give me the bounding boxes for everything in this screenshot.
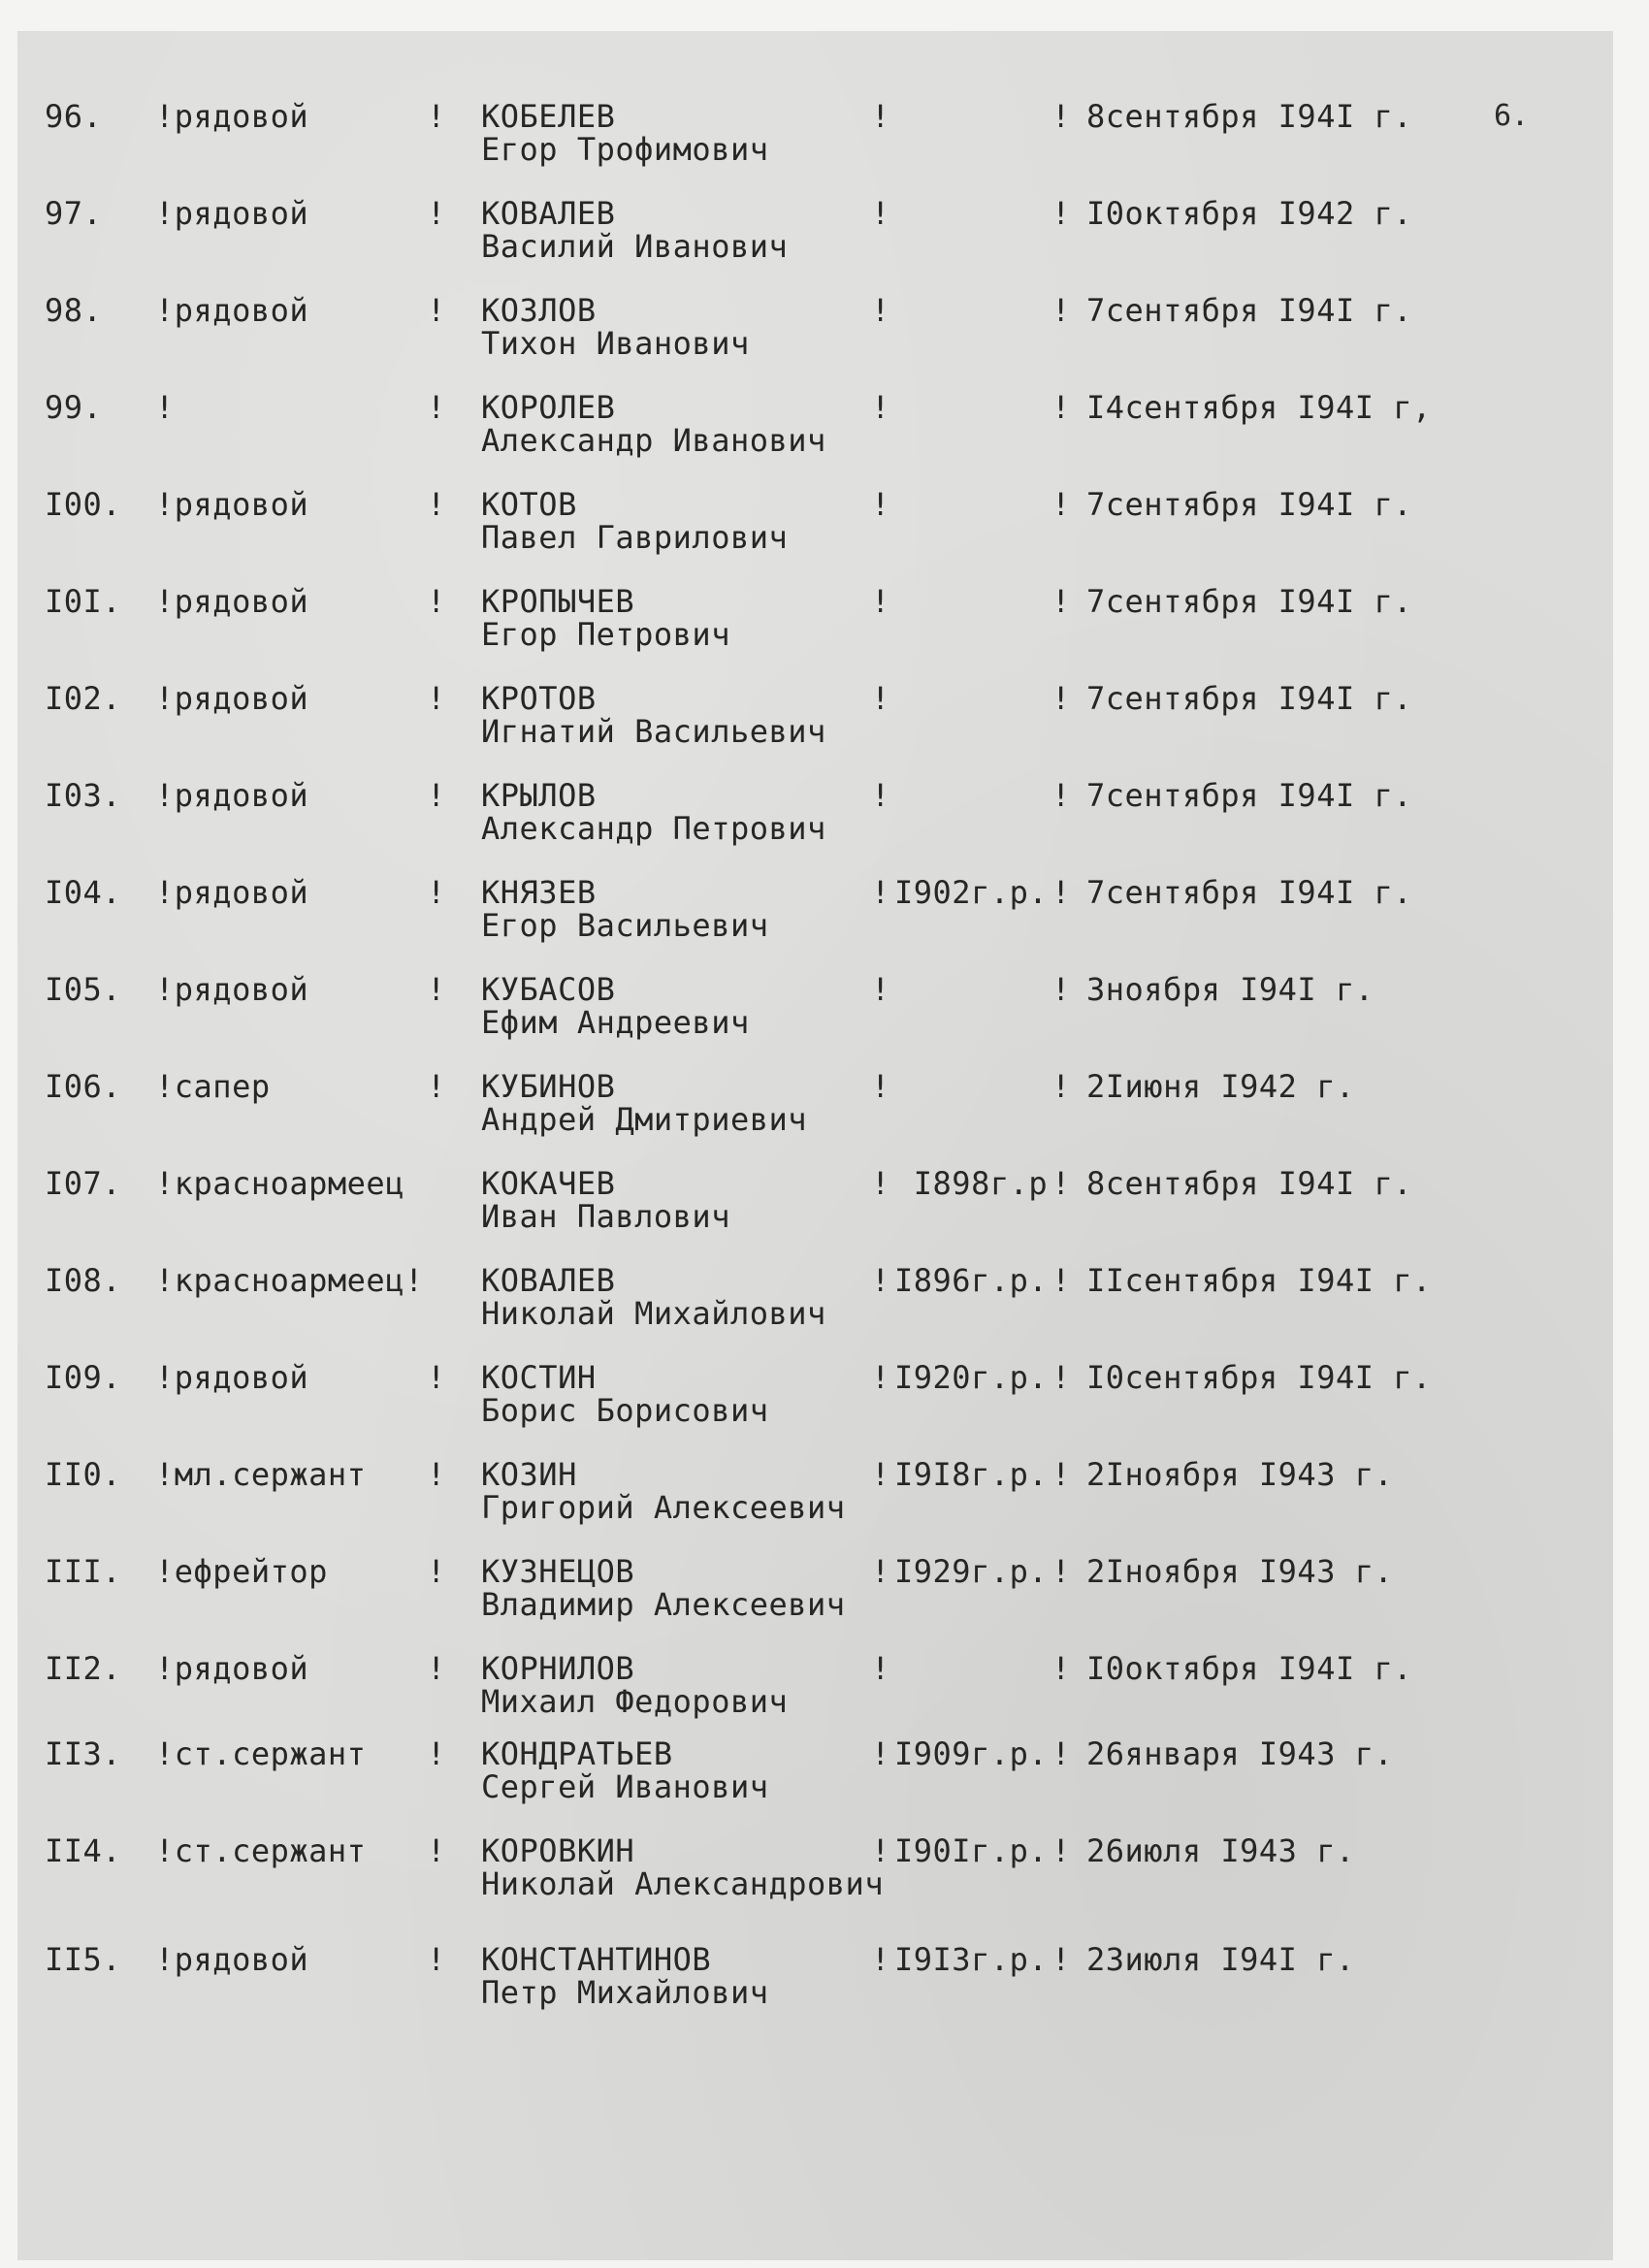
records-list xyxy=(17,31,1613,2260)
list-item xyxy=(17,1651,1613,1738)
column-separator: ! xyxy=(1051,1165,1071,1202)
list-item xyxy=(17,778,1613,865)
record-date: 2Iиюня I942 г. xyxy=(1086,1068,1355,1105)
column-separator: ! xyxy=(427,874,446,911)
column-separator: ! xyxy=(427,680,446,717)
record-date: 7сентября I94I г. xyxy=(1086,874,1413,911)
record-birth-year: I920г.р. xyxy=(894,1359,1049,1396)
record-number: III. xyxy=(45,1553,122,1590)
column-separator: ! xyxy=(871,1165,890,1202)
column-separator: ! xyxy=(1051,583,1071,620)
record-given-name: Егор Васильевич xyxy=(481,907,769,944)
record-given-name: Иван Павлович xyxy=(481,1198,730,1235)
record-given-name: Александр Иванович xyxy=(481,422,826,459)
column-separator: ! xyxy=(427,292,446,329)
record-date: 23июля I94I г. xyxy=(1086,1941,1355,1978)
record-date: I0октября I94I г. xyxy=(1086,1650,1413,1687)
record-number: II3. xyxy=(45,1735,122,1772)
column-separator: ! xyxy=(427,1832,446,1869)
column-separator: ! xyxy=(1051,195,1071,232)
record-given-name: Игнатий Васильевич xyxy=(481,713,826,750)
record-surname: КУЗНЕЦОВ xyxy=(481,1553,635,1590)
column-separator: ! xyxy=(427,1735,446,1772)
column-separator: ! xyxy=(871,1359,890,1396)
column-separator: ! xyxy=(1051,1553,1071,1590)
record-given-name: Николай Александрович xyxy=(481,1865,885,1902)
record-given-name: Григорий Алексеевич xyxy=(481,1489,846,1526)
record-birth-year: I909г.р. xyxy=(894,1735,1049,1772)
record-date: IIсентября I94I г. xyxy=(1086,1262,1432,1299)
record-surname: КОКАЧЕВ xyxy=(481,1165,616,1202)
record-rank: !рядовой xyxy=(155,1359,309,1396)
record-birth-year: I898г.р xyxy=(894,1165,1049,1202)
column-separator: ! xyxy=(871,777,890,814)
column-separator: ! xyxy=(427,583,446,620)
record-rank: !сапер xyxy=(155,1068,271,1105)
record-rank: !рядовой xyxy=(155,777,309,814)
column-separator: ! xyxy=(871,98,890,135)
column-separator: ! xyxy=(871,1941,890,1978)
column-separator: ! xyxy=(871,1553,890,1590)
record-rank: !рядовой xyxy=(155,292,309,329)
record-surname: КОЗИН xyxy=(481,1456,577,1493)
record-given-name: Александр Петрович xyxy=(481,810,826,847)
column-separator: ! xyxy=(871,1650,890,1687)
record-date: 2Iноября I943 г. xyxy=(1086,1456,1394,1493)
column-separator: ! xyxy=(427,1941,446,1978)
record-surname: КУБАСОВ xyxy=(481,971,616,1008)
record-number: I0I. xyxy=(45,583,122,620)
record-given-name: Егор Трофимович xyxy=(481,131,769,168)
column-separator: ! xyxy=(871,292,890,329)
record-given-name: Михаил Федорович xyxy=(481,1683,789,1720)
column-separator: ! xyxy=(1051,1832,1071,1869)
column-separator: ! xyxy=(871,583,890,620)
record-given-name: Петр Михайлович xyxy=(481,1974,769,2011)
record-given-name: Сергей Иванович xyxy=(481,1768,769,1805)
column-separator: ! xyxy=(1051,1359,1071,1396)
column-separator: ! xyxy=(427,1068,446,1105)
record-number: I08. xyxy=(45,1262,122,1299)
record-rank: !рядовой xyxy=(155,971,309,1008)
record-rank: !рядовой xyxy=(155,1650,309,1687)
list-item xyxy=(17,875,1613,962)
column-separator: ! xyxy=(1051,680,1071,717)
record-rank: !рядовой xyxy=(155,874,309,911)
record-rank: !ефрейтор xyxy=(155,1553,328,1590)
record-surname: КОРОЛЕВ xyxy=(481,389,616,426)
page-number: 6. xyxy=(1494,99,1530,133)
list-item xyxy=(17,1736,1613,1824)
record-date: 7сентября I94I г. xyxy=(1086,777,1413,814)
record-date: 3ноября I94I г. xyxy=(1086,971,1374,1008)
record-surname: КРЫЛОВ xyxy=(481,777,597,814)
column-separator: ! xyxy=(1051,1068,1071,1105)
record-date: 2Iноября I943 г. xyxy=(1086,1553,1394,1590)
record-number: I03. xyxy=(45,777,122,814)
record-number: II5. xyxy=(45,1941,122,1978)
record-rank: !рядовой xyxy=(155,583,309,620)
column-separator: ! xyxy=(871,1456,890,1493)
list-item xyxy=(17,1360,1613,1447)
record-surname: КРОПЫЧЕВ xyxy=(481,583,635,620)
record-surname: КОРОВКИН xyxy=(481,1832,635,1869)
list-item xyxy=(17,293,1613,380)
record-surname: КРОТОВ xyxy=(481,680,597,717)
list-item xyxy=(17,99,1613,186)
column-separator: ! xyxy=(1051,1262,1071,1299)
record-number: I00. xyxy=(45,486,122,523)
column-separator: ! xyxy=(1051,389,1071,426)
record-date: 7сентября I94I г. xyxy=(1086,583,1413,620)
record-birth-year: I9I8г.р. xyxy=(894,1456,1049,1493)
column-separator: ! xyxy=(871,195,890,232)
column-separator: ! xyxy=(427,486,446,523)
column-separator: ! xyxy=(871,1262,890,1299)
record-number: I07. xyxy=(45,1165,122,1202)
column-separator: ! xyxy=(427,1359,446,1396)
record-date: 8сентября I94I г. xyxy=(1086,1165,1413,1202)
record-birth-year: I9I3г.р. xyxy=(894,1941,1049,1978)
record-number: 96. xyxy=(45,98,103,135)
record-rank: !рядовой xyxy=(155,98,309,135)
record-rank: !мл.сержант xyxy=(155,1456,367,1493)
list-item xyxy=(17,972,1613,1059)
column-separator: ! xyxy=(871,680,890,717)
column-separator: ! xyxy=(1051,292,1071,329)
record-date: 26января I943 г. xyxy=(1086,1735,1394,1772)
record-surname: КОНСТАНТИНОВ xyxy=(481,1941,712,1978)
record-rank: !ст.сержант xyxy=(155,1832,367,1869)
list-item xyxy=(17,1263,1613,1350)
record-number: 98. xyxy=(45,292,103,329)
column-separator: ! xyxy=(871,1832,890,1869)
record-date: 7сентября I94I г. xyxy=(1086,292,1413,329)
record-number: I06. xyxy=(45,1068,122,1105)
column-separator: ! xyxy=(1051,1456,1071,1493)
record-rank: !ст.сержант xyxy=(155,1735,367,1772)
record-number: II2. xyxy=(45,1650,122,1687)
record-date: 8сентября I94I г. xyxy=(1086,98,1413,135)
column-separator: ! xyxy=(427,971,446,1008)
column-separator: ! xyxy=(871,486,890,523)
record-number: 99. xyxy=(45,389,103,426)
list-item xyxy=(17,1069,1613,1156)
record-number: I05. xyxy=(45,971,122,1008)
list-item xyxy=(17,487,1613,574)
record-date: I0октября I942 г. xyxy=(1086,195,1413,232)
column-separator: ! xyxy=(871,1068,890,1105)
record-given-name: Егор Петрович xyxy=(481,616,730,653)
column-separator: ! xyxy=(1051,1941,1071,1978)
list-item xyxy=(17,1554,1613,1641)
list-item xyxy=(17,1833,1613,1921)
column-separator: ! xyxy=(1051,971,1071,1008)
record-surname: КОБЕЛЕВ xyxy=(481,98,616,135)
record-date: 26июля I943 г. xyxy=(1086,1832,1355,1869)
record-date: I0сентября I94I г. xyxy=(1086,1359,1432,1396)
record-surname: КОВАЛЕВ xyxy=(481,195,616,232)
typewritten-page xyxy=(17,31,1613,2260)
record-number: II0. xyxy=(45,1456,122,1493)
record-rank: !рядовой xyxy=(155,486,309,523)
column-separator: ! xyxy=(427,195,446,232)
record-date: 7сентября I94I г. xyxy=(1086,680,1413,717)
column-separator: ! xyxy=(871,389,890,426)
record-surname: КУБИНОВ xyxy=(481,1068,616,1105)
record-rank: !рядовой xyxy=(155,195,309,232)
record-given-name: Павел Гаврилович xyxy=(481,519,789,556)
record-given-name: Ефим Андреевич xyxy=(481,1004,750,1041)
record-birth-year: I902г.р. xyxy=(894,874,1049,911)
column-separator: ! xyxy=(1051,1650,1071,1687)
record-birth-year: I896г.р. xyxy=(894,1262,1049,1299)
record-number: II4. xyxy=(45,1832,122,1869)
column-separator: ! xyxy=(427,98,446,135)
list-item xyxy=(17,681,1613,768)
record-rank: ! xyxy=(155,389,175,426)
list-item xyxy=(17,584,1613,671)
record-birth-year: I90Iг.р. xyxy=(894,1832,1049,1869)
column-separator: ! xyxy=(1051,874,1071,911)
record-given-name: Тихон Иванович xyxy=(481,325,750,362)
column-separator: ! xyxy=(427,1553,446,1590)
record-surname: КОНДРАТЬЕВ xyxy=(481,1735,673,1772)
record-rank: !красноармеец! xyxy=(155,1262,424,1299)
column-separator: ! xyxy=(427,389,446,426)
record-number: I04. xyxy=(45,874,122,911)
record-given-name: Василий Иванович xyxy=(481,228,789,265)
list-item xyxy=(17,390,1613,477)
record-birth-year: I929г.р. xyxy=(894,1553,1049,1590)
record-surname: КОВАЛЕВ xyxy=(481,1262,616,1299)
list-item xyxy=(17,196,1613,283)
record-rank: !рядовой xyxy=(155,680,309,717)
record-number: 97. xyxy=(45,195,103,232)
list-item xyxy=(17,1942,1613,2029)
record-rank: !красноармеец xyxy=(155,1165,404,1202)
record-date: I4сентября I94I г, xyxy=(1086,389,1432,426)
record-surname: КНЯЗЕВ xyxy=(481,874,597,911)
record-given-name: Борис Борисович xyxy=(481,1392,769,1429)
record-surname: КОТОВ xyxy=(481,486,577,523)
record-number: I09. xyxy=(45,1359,122,1396)
record-rank: !рядовой xyxy=(155,1941,309,1978)
list-item xyxy=(17,1166,1613,1253)
column-separator: ! xyxy=(427,777,446,814)
column-separator: ! xyxy=(427,1650,446,1687)
column-separator: ! xyxy=(871,971,890,1008)
record-surname: КОЗЛОВ xyxy=(481,292,597,329)
column-separator: ! xyxy=(427,1456,446,1493)
list-item xyxy=(17,1457,1613,1544)
record-date: 7сентября I94I г. xyxy=(1086,486,1413,523)
column-separator: ! xyxy=(1051,777,1071,814)
column-separator: ! xyxy=(871,1735,890,1772)
record-given-name: Владимир Алексеевич xyxy=(481,1586,846,1623)
record-surname: КОРНИЛОВ xyxy=(481,1650,635,1687)
record-given-name: Николай Михайлович xyxy=(481,1295,826,1332)
column-separator: ! xyxy=(1051,486,1071,523)
column-separator: ! xyxy=(1051,1735,1071,1772)
record-surname: КОСТИН xyxy=(481,1359,597,1396)
record-number: I02. xyxy=(45,680,122,717)
column-separator: ! xyxy=(871,874,890,911)
record-given-name: Андрей Дмитриевич xyxy=(481,1101,808,1138)
column-separator: ! xyxy=(1051,98,1071,135)
